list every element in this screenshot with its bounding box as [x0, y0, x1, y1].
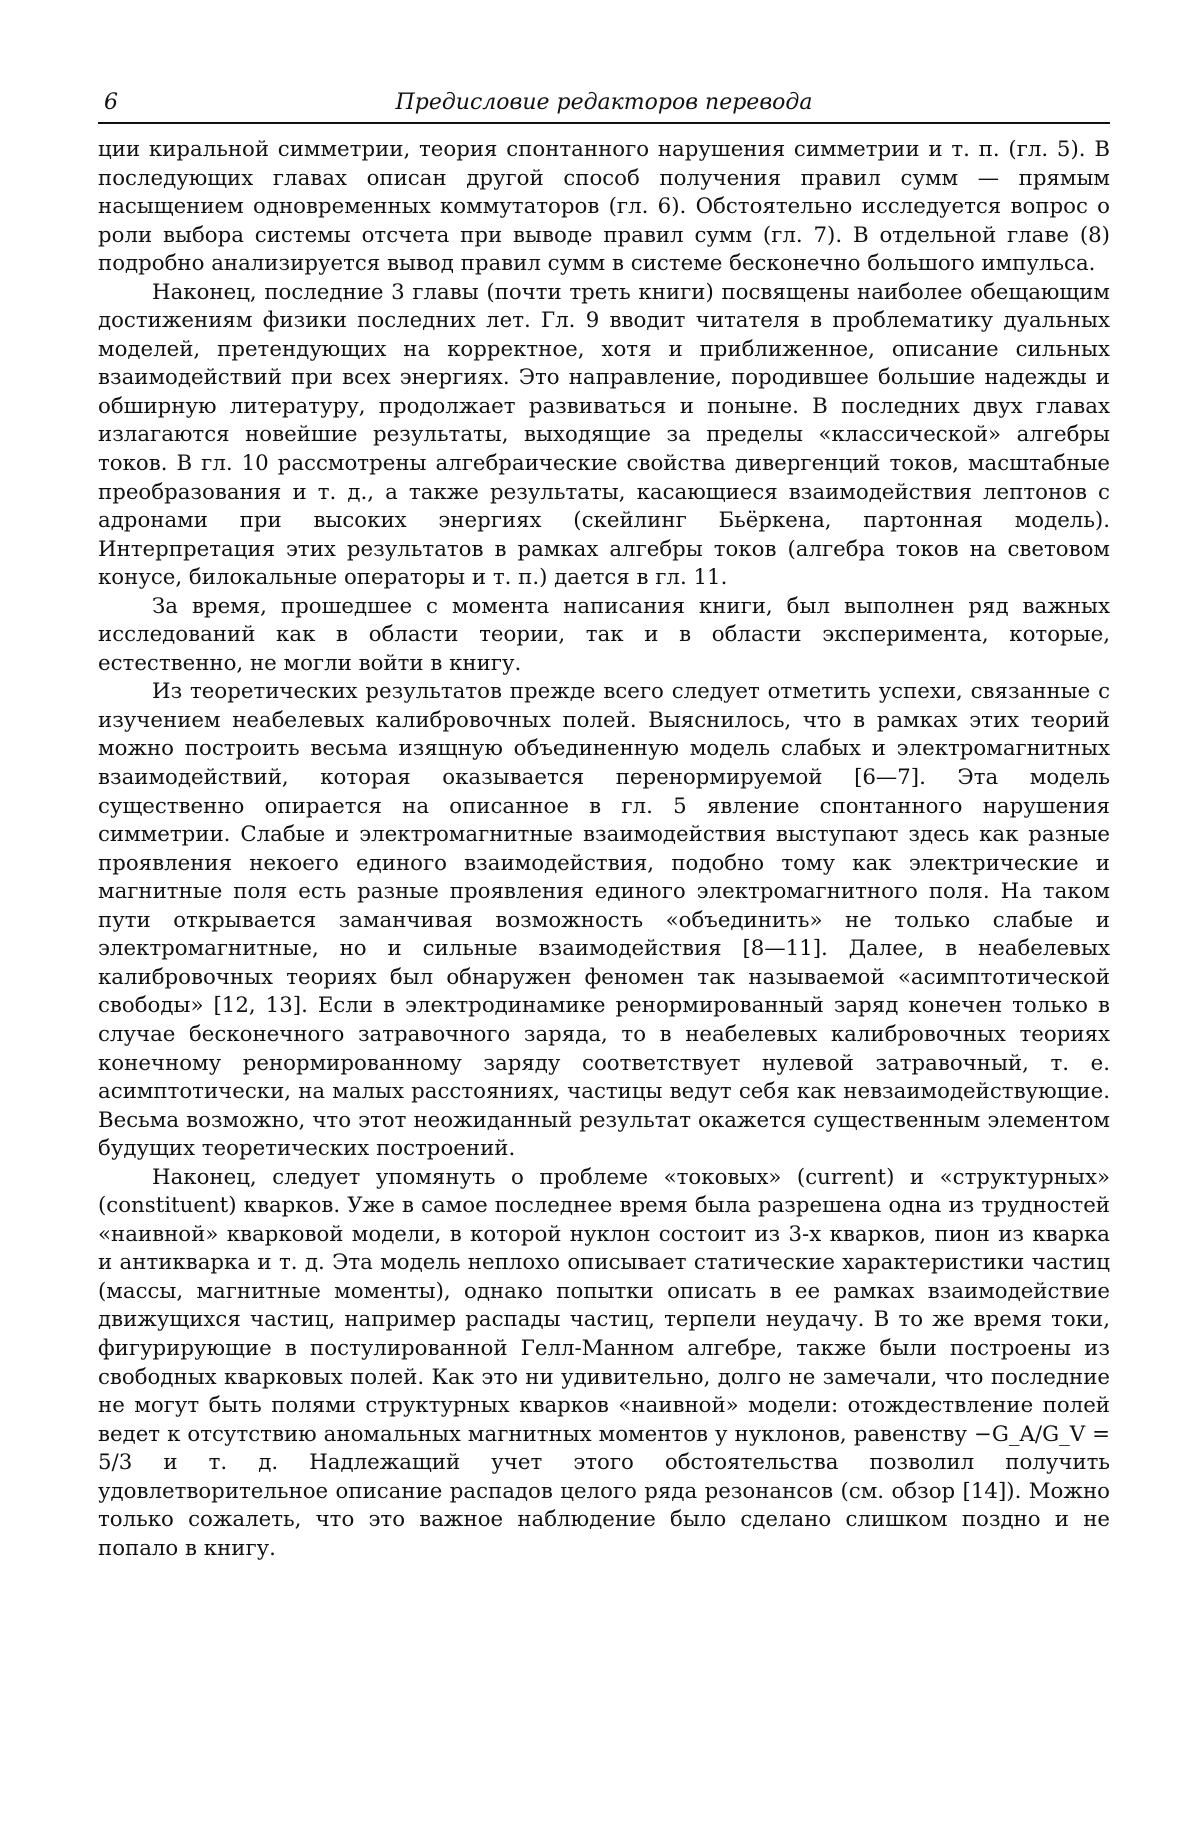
paragraph-continuation: ции киральной симметрии, теория спонтанного нарушения симметрии и т. п. (гл. 5). В последующих главах описан другой способ получения правил сумм — прямым насыщением одновременных коммутаторов (гл. 6). Обстоятельно исследуется вопрос о роли выбора системы отсчета при выводе правил сумм (гл. 7). В отдельной главе (8) подробно анализируется вывод правил сумм в системе бесконечно большого импульса.: [98, 137, 1110, 277]
page-number: 6: [104, 90, 118, 115]
paragraph: Наконец, следует упомянуть о проблеме «токовых» (current) и «структурных» (constituent) кварков. Уже в самое последнее время была разрешена одна из трудностей «наивной» кварковой модели, в которой нуклон состоит из 3-х кварков, пион из кварка и антикварка и т. д. Эта модель неплохо описывает статические характеристики частиц (массы, магнитные моменты), однако попытки описать в ее рамках взаимодействие движущихся частиц, например распады частиц, терпели неудачу. В то же время токи, фигурирующие в постулированной Гелл-Манном алгебре, также были построены из свободных кварковых полей. Как это ни удивительно, долго не замечали, что последние не могут быть полями структурных кварков «наивной» модели: отождествление полей ведет к отсутствию аномальных магнитных моментов у нуклонов, равенству −G_A/G_V = 5/3 и т. д. Надлежащий учет этого обстоятельства позволил получить удовлетворительное описание распадов целого ряда резонансов (см. обзор [14]). Можно только сожалеть, что это важное наблюдение было сделано слишком поздно и не попало в книгу.: [98, 1164, 1110, 1561]
paragraph: За время, прошедшее с момента написания книги, был выполнен ряд важных исследований как в области теории, так и в области эксперимента, которые, естественно, не могли войти в книгу.: [98, 593, 1110, 676]
running-title: Предисловие редакторов перевода: [395, 90, 813, 115]
page-header: [98, 88, 1110, 124]
paragraph: Наконец, последние 3 главы (почти треть книги) посвящены наиболее обещающим достижениям физики последних лет. Гл. 9 вводит читателя в проблематику дуальных моделей, претендующих на корректное, хотя и приближенное, описание сильных взаимодействий при всех энергиях. Это направление, породившее большие надежды и обширную литературу, продолжает развиваться и поныне. В последних двух главах излагаются новейшие результаты, выходящие за пределы «классической» алгебры токов. В гл. 10 рассмотрены алгебраические свойства дивергенций токов, масштабные преобразования и т. д., а также результаты, касающиеся взаимодействия лептонов с адронами при высоких энергиях (скейлинг Бьёркена, партонная модель). Интерпретация этих результатов в рамках алгебры токов (алгебра токов на световом конусе, билокальные операторы и т. п.) дается в гл. 11.: [98, 279, 1110, 591]
page-body: [98, 136, 1110, 1563]
paragraph: Из теоретических результатов прежде всего следует отметить успехи, связанные с изучением неабелевых калибровочных полей. Выяснилось, что в рамках этих теорий можно построить весьма изящную объединенную модель слабых и электромагнитных взаимодействий, которая оказывается перенормируемой [6—7]. Эта модель существенно опирается на описанное в гл. 5 явление спонтанного нарушения симметрии. Слабые и электромагнитные взаимодействия выступают здесь как разные проявления некоего единого взаимодействия, подобно тому как электрические и магнитные поля есть разные проявления единого электромагнитного поля. На таком пути открывается заманчивая возможность «объединить» не только слабые и электромагнитные, но и сильные взаимодействия [8—11]. Далее, в неабелевых калибровочных теориях был обнаружен феномен так называемой «асимптотической свободы» [12, 13]. Если в электродинамике ренормированный заряд конечен только в случае бесконечного затравочного заряда, то в неабелевых калибровочных теориях конечному ренормированному заряду соответствует нулевой затравочный, т. е. асимптотически, на малых расстояниях, частицы ведут себя как невзаимодействующие. Весьма возможно, что этот неожиданный результат окажется существенным элементом будущих теоретических построений.: [98, 679, 1110, 1162]
